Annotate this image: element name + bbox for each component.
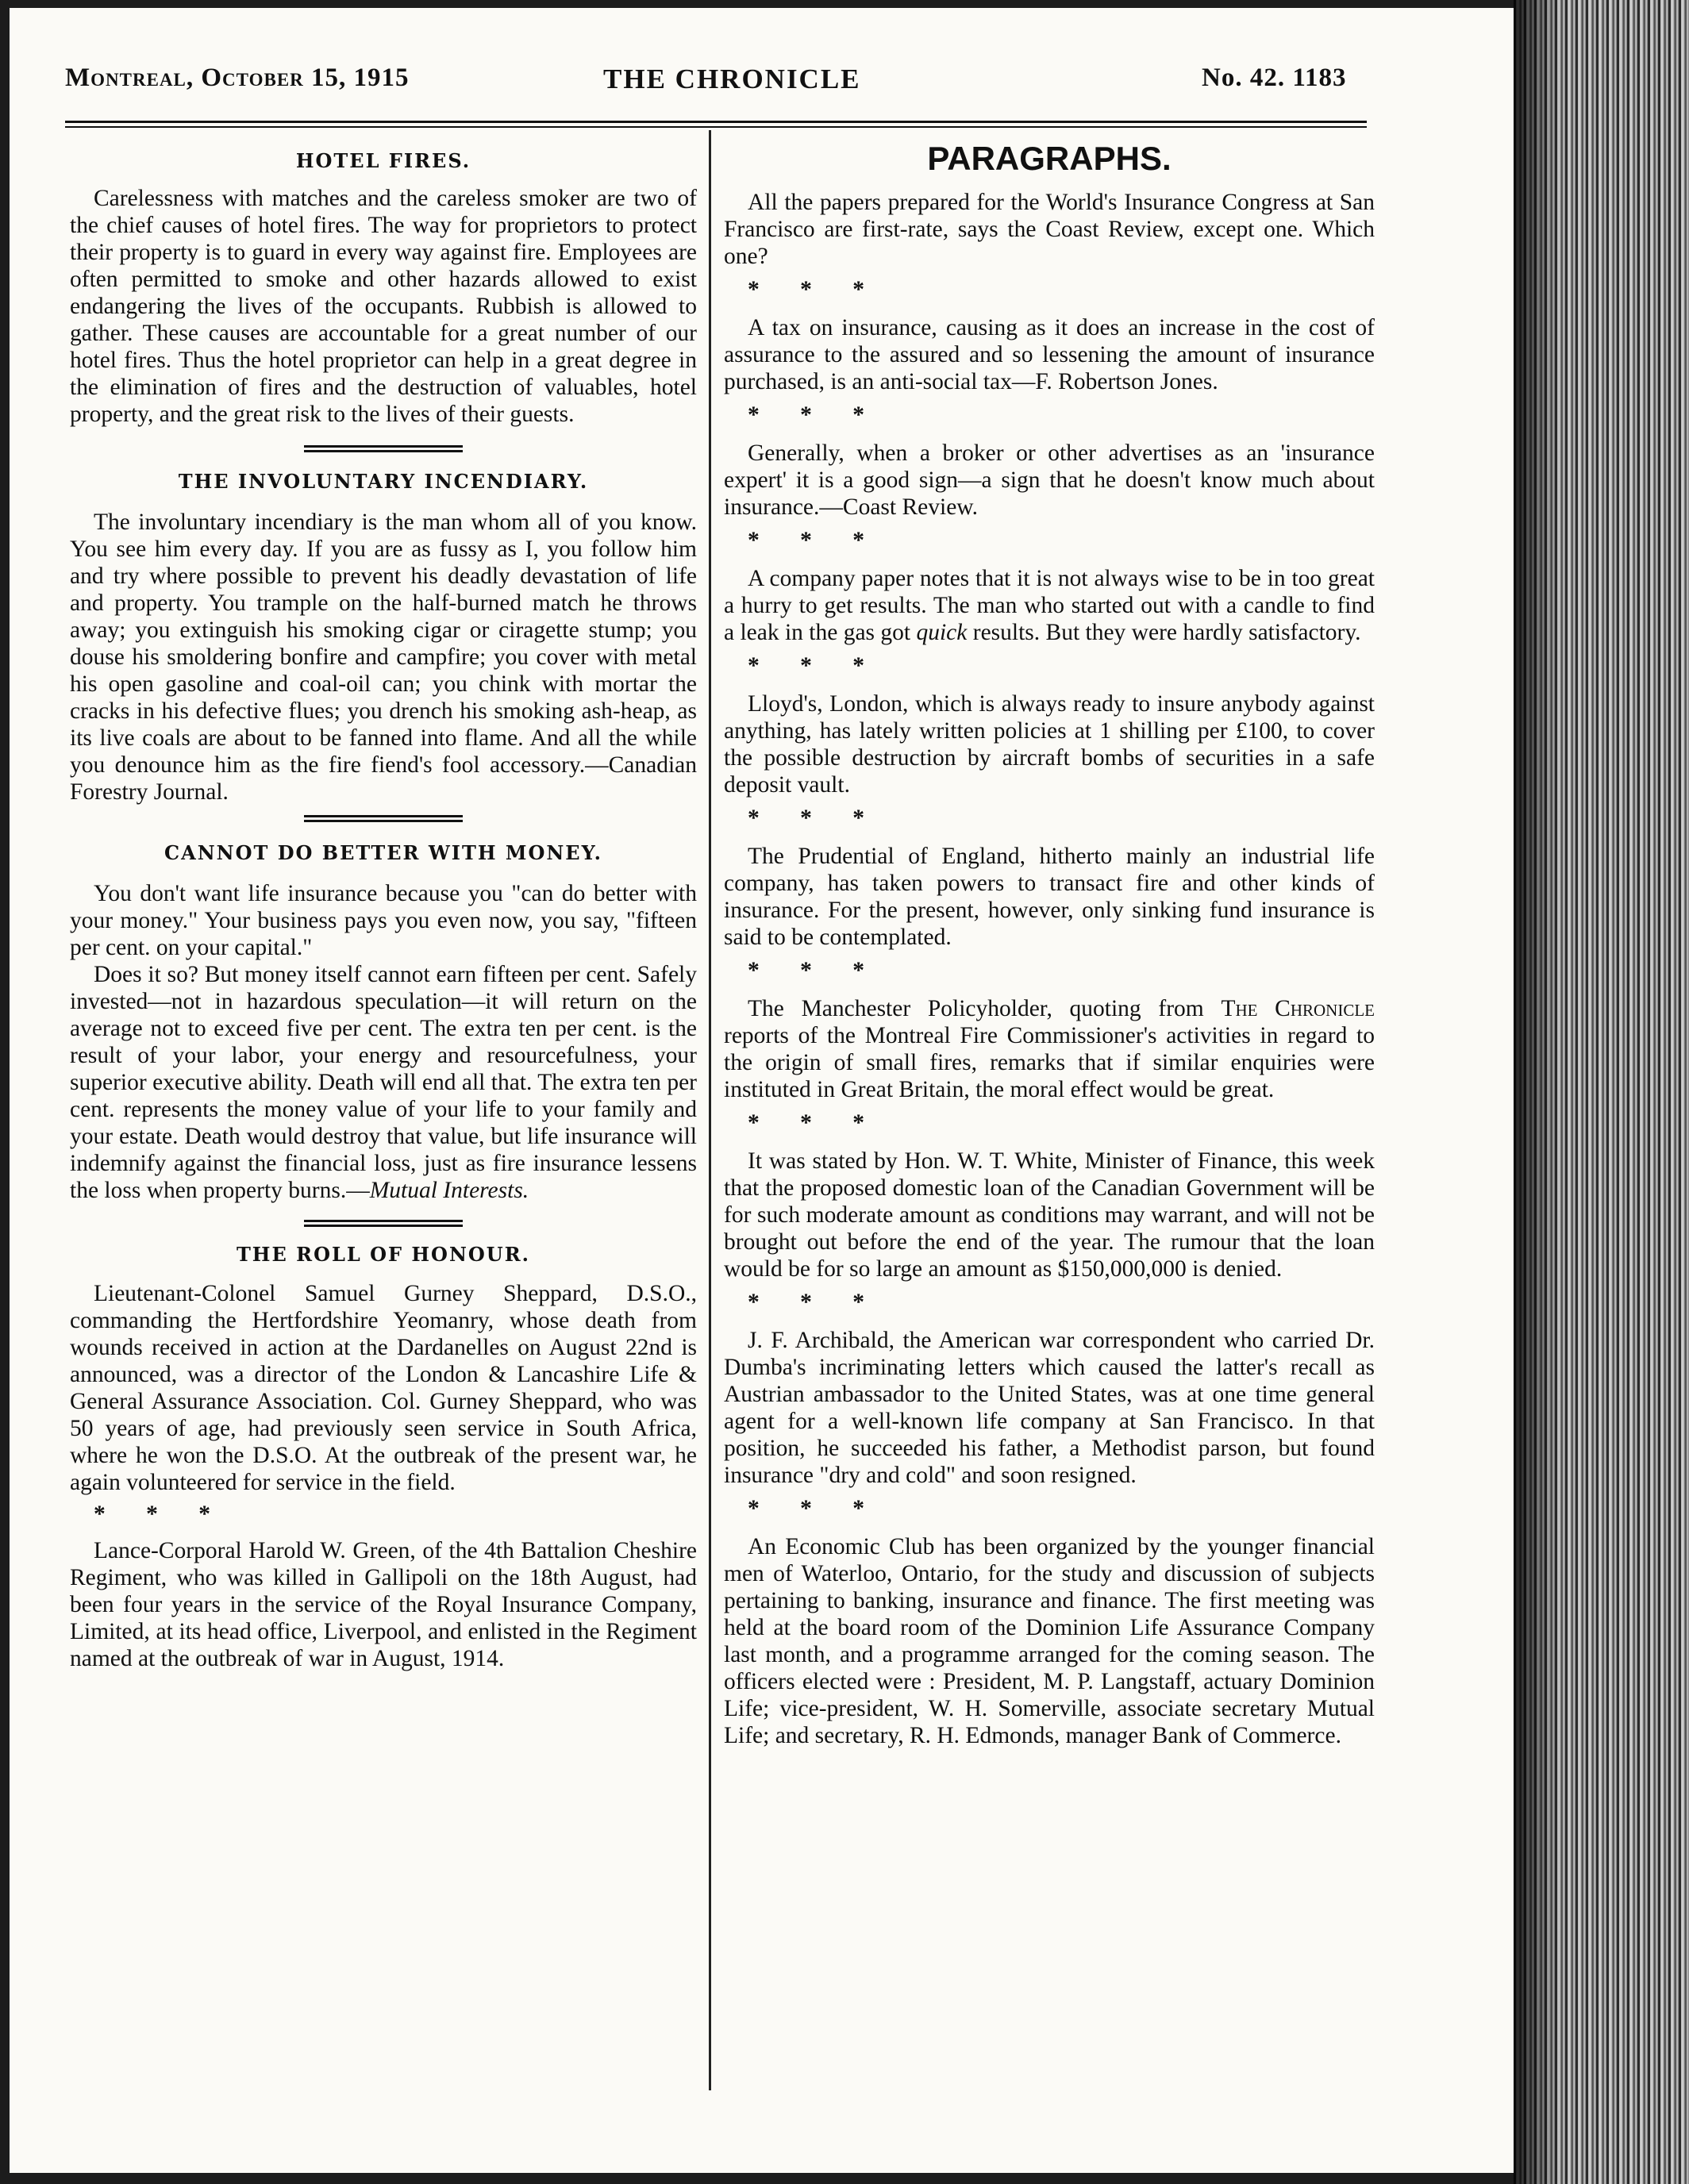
paragraph-9: J. F. Archibald, the American war correspondent who carried Dr. Dumba's incriminating letters which caused the latter's recall as Austrian ambassador to the United States, was at one time general agent for a well-known life company at San Francisco. In that position, he succeeded his father, a Methodist parson, but found insurance "dry and cold" and soon resigned. <box>724 1328 1375 1488</box>
article-text: Does it so? But money itself cannot earn fifteen per cent. Safely invested—not in hazardous speculation—it will return on the average not to exceed five per cent. The extra ten per cent. is the result of your labor, your energy and resourcefulness, your superior executive ability. Death will end all that. The extra ten per cent. represents the money value of your life to your family and your estate. Death would destroy that value, but life insurance will indemnify against the financial loss, just as fire insurance lessens the loss when property burns.— <box>70 962 697 1203</box>
column-divider <box>709 130 711 2090</box>
paragraph-stars: * * * <box>748 1290 882 1315</box>
right-column <box>724 140 1375 1749</box>
paragraph-4 <box>724 565 1375 646</box>
article-body-hotel-fires: Carelessness with matches and the careless smoker are two of the chief causes of hotel fires. The way for proprietors to protect their property is to guard in every way against fire. Employees are often permitted to smoke and other hazards allowed to exist endangering the lives of the occupants. Rubbish is allowed to gather. These causes are accountable for a great number of our hotel fires. Thus the hotel proprietor can help in a great degree in the elimination of fires and the destruction of valuables, hotel property, and the great risk to the lives of their guests. <box>70 186 697 427</box>
paragraph-stars: * * * <box>748 277 882 302</box>
paragraph-2: A tax on insurance, causing as it does an increase in the cost of assurance to the assured and so lessening the amount of insurance purchased, is an anti-social tax—F. Robertson Jones. <box>724 315 1375 394</box>
section-separator <box>304 445 463 452</box>
running-header <box>65 63 1367 111</box>
paragraph-6: The Prudential of England, hitherto mainly an industrial life company, has taken powers to transact fire and other kinds of insurance. For the present, however, only sinking fund insurance is said to be contemplated. <box>724 844 1375 950</box>
article-body-roll-of-honour-p1: Lieutenant-Colonel Samuel Gurney Sheppard, D.S.O., commanding the Hertfordshire Yeomanry, whose death from wounds received in action at the Dardanelles on August 22nd is announced, was a director of the London & Lancashire Life & General Assurance Association. Col. Gurney Sheppard, who was 50 years of age, had previously seen service in South Africa, where he won the D.S.O. At the outbreak of the present war, he again volunteered for service in the field. <box>70 1281 697 1495</box>
paragraph-stars: * * * <box>748 402 882 428</box>
header-rule <box>65 121 1367 123</box>
article-title-involuntary-incendiary: THE INVOLUNTARY INCENDIARY. <box>178 470 589 493</box>
left-column <box>70 140 697 1672</box>
header-issue-page-number: No. 42. 1183 <box>1202 63 1347 92</box>
paragraph-5: Lloyd's, London, which is always ready to insure anybody against anything, has lately written policies at 1 shilling per £100, to cover the possible destruction by aircraft bombs of securities in a safe deposit vault. <box>724 691 1375 798</box>
paragraph-7 <box>724 995 1375 1103</box>
section-separator <box>304 815 463 822</box>
article-body-involuntary-incendiary: The involuntary incendiary is the man whom all of you know. You see him every day. If you are as fussy as I, you follow him and try where possible to prevent his deadly devastation of life and property. You trample on the half-burned match he throws away; you extinguish his smoking cigar or ciragette stump; you douse his smoldering bonfire and campfire; you cover with metal his open gasoline and coal-oil can; you chink with mortar the cracks in his defective flues; you drench his smoking ash-heap, as its live coals are about to be fanned into flame. And all the while you denounce him as the fire fiend's fool accessory.—Canadian Forestry Journal. <box>70 509 697 805</box>
article-title-cannot-do-better: CANNOT DO BETTER WITH MONEY. <box>164 841 602 864</box>
section-separator <box>304 1220 463 1227</box>
header-dateline: Montreal, October 15, 1915 <box>65 63 410 92</box>
article-body-roll-of-honour-p2: Lance-Corporal Harold W. Green, of the 4th Battalion Cheshire Regiment, who was killed in Gallipoli on the 18th August, had been four years in the service of the Royal Insurance Company, Limited, at its head office, Liverpool, and enlisted in the Regiment named at the outbreak of war in August, 1914. <box>70 1538 697 1671</box>
paragraph-small-caps: The Chronicle <box>1221 996 1375 1021</box>
paragraph-10: An Economic Club has been organized by the younger financial men of Waterloo, Ontario, for the study and discussion of subjects pertaining to banking, insurance and finance. The first meeting was held at the board room of the Dominion Life Assurance Company last month, and a programme arranged for the coming season. The officers elected were : President, M. P. Langstaff, actuary Dominion Life; vice-president, W. H. Somerville, associate secretary Mutual Life; and secretary, R. H. Edmonds, manager Bank of Commerce. <box>724 1534 1375 1748</box>
paragraph-stars: * * * <box>748 1496 882 1521</box>
paragraph-3: Generally, when a broker or other advertises as an 'insurance expert' it is a good sign—a sign that he doesn't know much about insurance.—Coast Review. <box>724 440 1375 520</box>
paragraph-text: A company paper notes that it is not always wise to be in too great a hurry to get results. The man who started out with a candle to find a leak in the gas got <box>724 566 1375 645</box>
article-title-roll-of-honour: THE ROLL OF HONOUR. <box>236 1243 531 1266</box>
paragraph-stars: * * * <box>748 653 882 679</box>
article-body-cannot-do-better-p2 <box>70 961 697 1204</box>
paragraph-stars: * * * <box>748 528 882 553</box>
header-rule-thin <box>65 126 1367 128</box>
paragraphs-heading: PARAGRAPHS. <box>927 140 1172 177</box>
article-body-cannot-do-better-p1: You don't want life insurance because you "can do better with your money." Your business pays you even now, you say, "fifteen per cent. on your capital." <box>70 881 697 960</box>
book-gutter-shadow <box>1514 0 1561 2184</box>
paragraph-text: The Manchester Policyholder, quoting from <box>748 996 1222 1021</box>
paragraph-stars: * * * <box>94 1502 228 1527</box>
article-title-hotel-fires: HOTEL FIRES. <box>295 149 471 172</box>
paragraph-stars: * * * <box>748 806 882 831</box>
header-publication-title: THE CHRONICLE <box>603 63 861 94</box>
article-source: Mutual Interests. <box>369 1178 529 1203</box>
paragraph-text: reports of the Montreal Fire Commissioner's activities in regard to the origin of small fires, remarks that if similar enquiries were instituted in Great Britain, the moral effect would be great. <box>724 1023 1375 1102</box>
paragraph-stars: * * * <box>748 958 882 983</box>
paragraph-1: All the papers prepared for the World's Insurance Congress at San Francisco are first-rate, says the Coast Review, except one. Which one? <box>724 190 1375 269</box>
paragraph-8: It was stated by Hon. W. T. White, Minister of Finance, this week that the proposed domestic loan of the Canadian Government will be for such moderate amount as conditions may warrant, and will not be brought out before the end of the year. The rumour that the loan would be for so large an amount as $150,000,000 is denied. <box>724 1148 1375 1282</box>
paragraph-stars: * * * <box>748 1110 882 1136</box>
paragraph-text: results. But they were hardly satisfactory. <box>967 620 1361 645</box>
paragraph-italic: quick <box>916 620 968 645</box>
